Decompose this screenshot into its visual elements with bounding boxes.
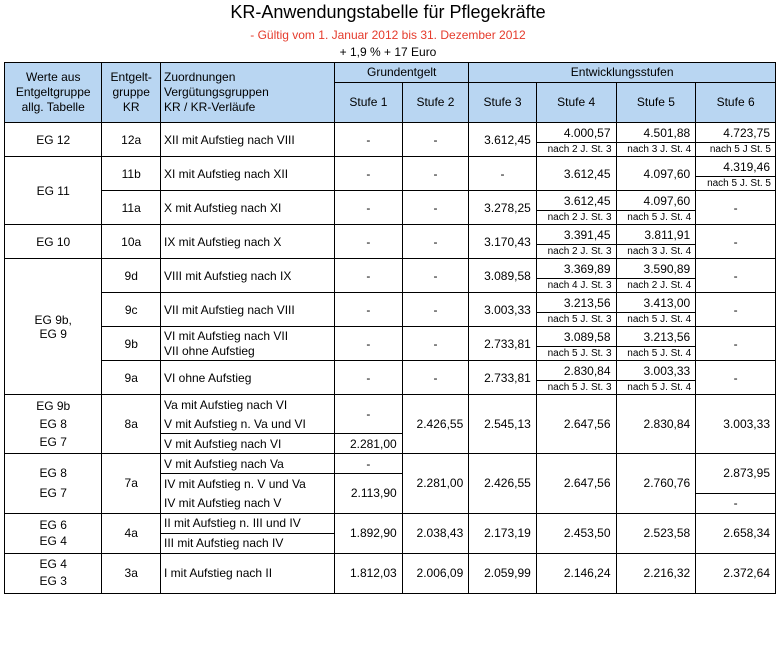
stufe-6-cell: - — [696, 259, 776, 293]
kr-cell: 9a — [102, 361, 161, 395]
stufe-1-cell: - — [335, 157, 403, 191]
header-stufe-2: Stufe 2 — [402, 83, 469, 123]
stufe-6-cell: - — [696, 225, 776, 259]
stufe-3-cell: 2.426,55 — [469, 454, 537, 514]
stufe-5-cell: 3.413,00 — [616, 293, 696, 313]
stufe-4-cell: 3.612,45 — [536, 157, 616, 191]
stufe-3-cell: 3.278,25 — [469, 191, 537, 225]
stufe-5-cell: 2.830,84 — [616, 395, 696, 454]
stufe-3-cell: - — [469, 157, 537, 191]
eg-cell: EG 9b EG 8 EG 7 — [5, 395, 102, 454]
header-entgeltgruppe: Werte aus Entgeltgruppe allg. Tabelle — [5, 63, 102, 123]
stufe-4-cell: 3.369,89 — [536, 259, 616, 279]
zuordnung-cell: XII mit Aufstieg nach VIII — [160, 123, 334, 157]
stufe-5-cell: 3.811,91 — [616, 225, 696, 245]
kr-cell: 4a — [102, 513, 161, 553]
stufe-4-cell: 4.000,57 — [536, 123, 616, 143]
stufe-4-cell: 2.647,56 — [536, 454, 616, 514]
stufe-6-cell: 2.658,34 — [696, 513, 776, 553]
stufe-3-cell: 3.003,33 — [469, 293, 537, 327]
zuordnung-cell: II mit Aufstieg n. III und IV — [160, 513, 334, 533]
zuordnung-cell: IV mit Aufstieg nach V — [160, 493, 334, 513]
stufe-3-cell: 2.733,81 — [469, 327, 537, 361]
stufe-6-cell: - — [696, 293, 776, 327]
eg-cell: EG 4 EG 3 — [5, 553, 102, 593]
stufe-2-cell: 2.426,55 — [402, 395, 469, 454]
stufe-4-cell: 3.213,56 — [536, 293, 616, 313]
stufe-4-cell: 3.612,45 — [536, 191, 616, 211]
stufe-1-cell: - — [335, 293, 403, 327]
stufe-2-cell: - — [402, 123, 469, 157]
stufe-5-cell: 2.216,32 — [616, 553, 696, 593]
stufe-4-cell: 3.089,58 — [536, 327, 616, 347]
stufe-5-cell: 4.097,60 — [616, 157, 696, 191]
stufe-2-cell: - — [402, 191, 469, 225]
zuordnung-cell: X mit Aufstieg nach XI — [160, 191, 334, 225]
eg-cell: EG 8 EG 7 — [5, 454, 102, 514]
stufe-1-cell: 2.281,00 — [335, 434, 403, 454]
header-stufe-3: Stufe 3 — [469, 83, 537, 123]
stufe-4-cell: 3.391,45 — [536, 225, 616, 245]
stufe-4-cell: 2.453,50 — [536, 513, 616, 553]
stufe-2-cell: 2.281,00 — [402, 454, 469, 514]
stufe-2-cell: - — [402, 259, 469, 293]
stufe-6-cell: 2.873,95 — [696, 454, 776, 494]
zuordnung-cell: VI ohne Aufstieg — [160, 361, 334, 395]
stufe-3-cell: 3.170,43 — [469, 225, 537, 259]
eg-cell: EG 11 — [5, 157, 102, 225]
page-title: KR-Anwendungstabelle für Pflegekräfte — [230, 2, 546, 22]
stufe-4-note: nach 2 J. St. 3 — [536, 245, 616, 259]
stufe-3-cell: 2.545,13 — [469, 395, 537, 454]
stufe-4-note: nach 5 J. St. 3 — [536, 347, 616, 361]
stufe-1-cell: - — [335, 259, 403, 293]
stufe-3-cell: 2.173,19 — [469, 513, 537, 553]
eg-cell: EG 9b, EG 9 — [5, 259, 102, 395]
zuordnung-cell: III mit Aufstieg nach IV — [160, 533, 334, 553]
kr-cell: 9b — [102, 327, 161, 361]
stufe-3-cell: 2.733,81 — [469, 361, 537, 395]
stufe-1-cell: 1.892,90 — [335, 513, 403, 553]
header-stufe-1: Stufe 1 — [335, 83, 403, 123]
kr-cell: 11a — [102, 191, 161, 225]
kr-cell: 9d — [102, 259, 161, 293]
stufe-5-note: nach 3 J. St. 4 — [616, 143, 696, 157]
eg-cell: EG 12 — [5, 123, 102, 157]
zuordnung-cell: I mit Aufstieg nach II — [160, 553, 334, 593]
stufe-4-cell: 2.647,56 — [536, 395, 616, 454]
stufe-1-cell: - — [335, 123, 403, 157]
header-entwicklungsstufen: Entwicklungsstufen — [469, 63, 776, 83]
stufe-4-note: nach 5 J. St. 3 — [536, 381, 616, 395]
stufe-5-note: nach 5 J. St. 4 — [616, 347, 696, 361]
stufe-2-cell: - — [402, 361, 469, 395]
zuordnung-cell: VII mit Aufstieg nach VIII — [160, 293, 334, 327]
stufe-6-cell: 4.723,75 — [696, 123, 776, 143]
kr-cell: 3a — [102, 553, 161, 593]
stufe-5-cell: 2.760,76 — [616, 454, 696, 514]
stufe-1-cell: 1.812,03 — [335, 553, 403, 593]
stufe-5-note: nach 3 J. St. 4 — [616, 245, 696, 259]
zuordnung-cell: V mit Aufstieg nach Va — [160, 454, 334, 474]
zuordnung-cell: V mit Aufstieg n. Va und VI — [160, 414, 334, 434]
eg-cell: EG 6 EG 4 — [5, 513, 102, 553]
stufe-5-cell: 3.003,33 — [616, 361, 696, 381]
kr-cell: 10a — [102, 225, 161, 259]
header-kr-gruppe: Entgelt- gruppe KR — [102, 63, 161, 123]
stufe-1-cell: - — [335, 361, 403, 395]
stufe-1-cell: - — [335, 454, 403, 474]
zuordnung-cell: IV mit Aufstieg n. V und Va — [160, 474, 334, 494]
zuordnung-cell: IX mit Aufstieg nach X — [160, 225, 334, 259]
stufe-6-note: nach 5 J St. 5 — [696, 143, 776, 157]
stufe-6-note: nach 5 J. St. 5 — [696, 177, 776, 191]
stufe-2-cell: 2.006,09 — [402, 553, 469, 593]
stufe-6-cell: 4.319,46 — [696, 157, 776, 177]
stufe-5-note: nach 5 J. St. 4 — [616, 211, 696, 225]
zuordnung-cell: V mit Aufstieg nach VI — [160, 434, 334, 454]
stufe-5-cell: 3.590,89 — [616, 259, 696, 279]
stufe-6-cell: 2.372,64 — [696, 553, 776, 593]
header-stufe-4: Stufe 4 — [536, 83, 616, 123]
stufe-6-cell: - — [696, 493, 776, 513]
pay-table — [4, 62, 776, 594]
stufe-4-note: nach 2 J. St. 3 — [536, 143, 616, 157]
eg-cell: EG 10 — [5, 225, 102, 259]
stufe-6-cell: - — [696, 361, 776, 395]
zuordnung-cell: XI mit Aufstieg nach XII — [160, 157, 334, 191]
stufe-5-cell: 4.501,88 — [616, 123, 696, 143]
stufe-5-note: nach 2 J. St. 4 — [616, 279, 696, 293]
kr-cell: 7a — [102, 454, 161, 514]
stufe-1-cell: - — [335, 327, 403, 361]
stufe-3-cell: 2.059,99 — [469, 553, 537, 593]
stufe-6-cell: - — [696, 191, 776, 225]
zuordnung-cell: Va mit Aufstieg nach VI — [160, 395, 334, 415]
stufe-3-cell: 3.089,58 — [469, 259, 537, 293]
stufe-4-cell: 2.830,84 — [536, 361, 616, 381]
stufe-1-cell: - — [335, 191, 403, 225]
zuordnung-cell: VIII mit Aufstieg nach IX — [160, 259, 334, 293]
stufe-2-cell: 2.038,43 — [402, 513, 469, 553]
stufe-5-note: nach 5 J. St. 4 — [616, 313, 696, 327]
stufe-2-cell: - — [402, 225, 469, 259]
stufe-5-cell: 2.523,58 — [616, 513, 696, 553]
header-stufe-6: Stufe 6 — [696, 83, 776, 123]
header-grundentgelt: Grundentgelt — [335, 63, 469, 83]
kr-cell: 9c — [102, 293, 161, 327]
stufe-1-cell: - — [335, 395, 403, 434]
stufe-4-note: nach 2 J. St. 3 — [536, 211, 616, 225]
stufe-6-cell: - — [696, 327, 776, 361]
stufe-6-cell: 3.003,33 — [696, 395, 776, 454]
stufe-4-note: nach 4 J. St. 3 — [536, 279, 616, 293]
stufe-2-cell: - — [402, 157, 469, 191]
kr-cell: 12a — [102, 123, 161, 157]
header-zuordnungen: Zuordnungen Vergütungsgruppen KR / KR-Verläufe — [160, 63, 334, 123]
validity-subtitle: - Gültig vom 1. Januar 2012 bis 31. Dezember 2012 — [250, 28, 526, 42]
stufe-5-cell: 4.097,60 — [616, 191, 696, 211]
stufe-4-cell: 2.146,24 — [536, 553, 616, 593]
stufe-3-cell: 3.612,45 — [469, 123, 537, 157]
kr-cell: 11b — [102, 157, 161, 191]
stufe-2-cell: - — [402, 293, 469, 327]
header-stufe-5: Stufe 5 — [616, 83, 696, 123]
stufe-5-cell: 3.213,56 — [616, 327, 696, 347]
stufe-1-cell: - — [335, 225, 403, 259]
kr-cell: 8a — [102, 395, 161, 454]
increase-note: + 1,9 % + 17 Euro — [339, 45, 437, 59]
stufe-5-note: nach 5 J. St. 4 — [616, 381, 696, 395]
stufe-1-cell: 2.113,90 — [335, 474, 403, 514]
stufe-2-cell: - — [402, 327, 469, 361]
zuordnung-cell: VI mit Aufstieg nach VII VII ohne Aufstieg — [160, 327, 334, 361]
stufe-4-note: nach 5 J. St. 3 — [536, 313, 616, 327]
